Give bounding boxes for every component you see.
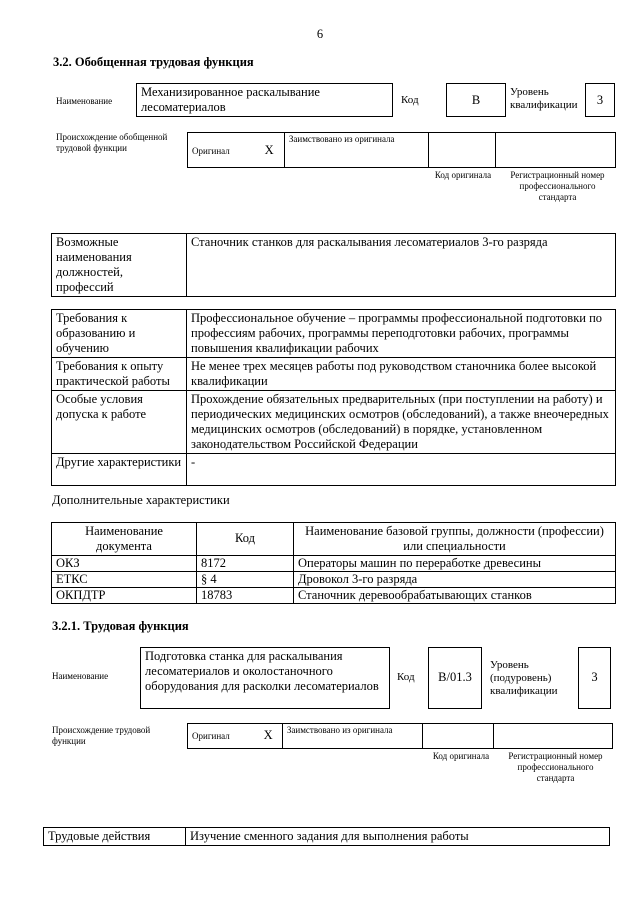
- tf-origin-table: [187, 723, 613, 749]
- gtf-code-box: [446, 83, 506, 117]
- extra-row-name: Дровокол 3-го разряда: [294, 572, 616, 588]
- req-education-label: Требования к образованию и обучению: [52, 310, 187, 358]
- extra-row-doc: ОКЗ: [52, 556, 197, 572]
- req-education-value: Профессиональное обучение – программы профессиональной подготовки по профессиям рабочих, программы переподготовки рабочих, программы повышения квалификации рабочих: [187, 310, 616, 358]
- extra-header-doc: Наименование документа: [52, 523, 197, 556]
- gtf-level-box: [585, 83, 615, 117]
- table-row: [52, 556, 616, 572]
- requirements-table: [51, 309, 616, 486]
- positions-table: [51, 233, 616, 297]
- table-row: [52, 572, 616, 588]
- gtf-heading: 3.2. Обобщенная трудовая функция: [53, 55, 254, 69]
- extra-row-code: 8172: [197, 556, 294, 572]
- extra-row-name: Операторы машин по переработке древесины: [294, 556, 616, 572]
- gtf-name-box: [136, 83, 393, 117]
- tf-code-label: Код: [397, 671, 415, 683]
- gtf-original-mark: X: [254, 133, 284, 168]
- extra-header-name: Наименование базовой группы, должности (профессии) или специальности: [294, 523, 616, 556]
- extra-row-doc: ОКПДТР: [52, 588, 197, 604]
- gtf-reg-number-label: Регистрационный номер профессионального стандарта: [510, 170, 605, 202]
- tf-origin-label: Происхождение трудовой функции: [52, 725, 151, 746]
- gtf-code-label: Код: [401, 94, 419, 106]
- gtf-code-value: B: [471, 93, 481, 107]
- extra-header-code: Код: [197, 523, 294, 556]
- tf-code-value: B/01.3: [438, 670, 472, 684]
- tf-level-value: 3: [591, 670, 598, 684]
- tf-level-box: [578, 647, 611, 709]
- tf-code-original-label: Код оригинала: [432, 751, 490, 761]
- extra-row-doc: ЕТКС: [52, 572, 197, 588]
- req-admission-label: Особые условия допуска к работе: [52, 391, 187, 454]
- page-number: 6: [316, 27, 324, 41]
- gtf-level-label: Уровень квалификации: [510, 86, 578, 111]
- gtf-borrowed-label: Заимствовано из оригинала: [284, 133, 428, 168]
- gtf-reg-number-cell: [496, 133, 616, 168]
- gtf-origin-label: Происхождение обобщенной трудовой функции: [56, 132, 168, 153]
- gtf-code-original-label: Код оригинала: [434, 170, 492, 180]
- req-experience-label: Требования к опыту практической работы: [52, 358, 187, 391]
- tf-code-original-cell: [422, 724, 494, 749]
- tf-heading: 3.2.1. Трудовая функция: [52, 619, 189, 633]
- tf-reg-number-label: Регистрационный номер профессионального стандарта: [508, 751, 603, 783]
- positions-value: Станочник станков для раскалывания лесоматериалов 3-го разряда: [187, 234, 616, 297]
- req-other-label: Другие характеристики: [52, 454, 187, 486]
- tf-name-box: [140, 647, 390, 709]
- extra-row-code: 18783: [197, 588, 294, 604]
- tf-code-box: [428, 647, 482, 709]
- gtf-name-label: Наименование: [56, 96, 113, 106]
- extra-title: Дополнительные характеристики: [52, 493, 230, 507]
- tf-reg-number-cell: [494, 724, 613, 749]
- actions-value: Изучение сменного задания для выполнения работы: [186, 828, 610, 846]
- positions-label: Возможные наименования должностей, профессий: [52, 234, 187, 297]
- tf-level-label: Уровень (подуровень) квалификации: [490, 659, 558, 697]
- extra-table: [51, 522, 616, 604]
- tf-name-value: Подготовка станка для раскалывания лесоматериалов и околостаночного оборудования для расколки лесоматериалов: [145, 649, 379, 693]
- req-other-value: -: [187, 454, 616, 486]
- gtf-origin-table: [187, 132, 616, 168]
- tf-original-mark: X: [254, 724, 282, 749]
- gtf-name-value: Механизированное раскалывание лесоматериалов: [141, 85, 320, 114]
- tf-borrowed-label: Заимствовано из оригинала: [282, 724, 422, 749]
- gtf-original-label: Оригинал: [188, 133, 255, 168]
- extra-row-code: § 4: [197, 572, 294, 588]
- req-admission-value: Прохождение обязательных предварительных (при поступлении на работу) и периодических медицинских осмотров (обследований), а также внеочередных медицинских осмотров (обследований) в порядке, установленном законодательством Российской Федерации: [187, 391, 616, 454]
- table-row: [52, 588, 616, 604]
- tf-name-label: Наименование: [52, 671, 109, 681]
- actions-label: Трудовые действия: [44, 828, 186, 846]
- gtf-level-value: 3: [596, 93, 604, 107]
- gtf-code-original-cell: [428, 133, 496, 168]
- actions-table: [43, 827, 610, 846]
- req-experience-value: Не менее трех месяцев работы под руководством станочника более высокой квалификации: [187, 358, 616, 391]
- tf-original-label: Оригинал: [188, 724, 255, 749]
- extra-row-name: Станочник деревообрабатывающих станков: [294, 588, 616, 604]
